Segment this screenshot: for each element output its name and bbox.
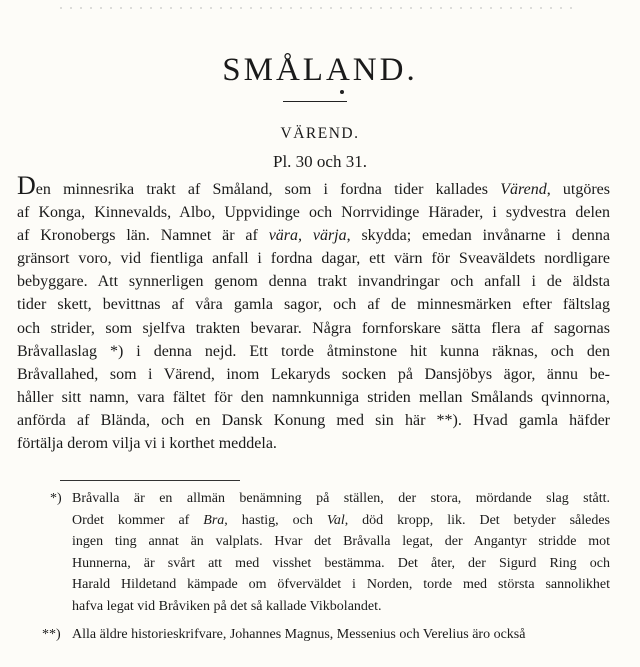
footnote-line: Ordet kommer af Bra, hastig, och Val, död kropp, lik. Det betyder således bbox=[72, 512, 611, 528]
text-line: förtälja derom vilja vi i korthet meddela. bbox=[17, 435, 277, 453]
text-line: af Kronobergs län. Namnet är af vära, värja, skydda; emedan invånarne i denna bbox=[17, 227, 611, 245]
drop-cap: D bbox=[17, 171, 36, 200]
text-line: gränsort voro, vid fientliga anfall i fordna dagar, ett värn för Sveaväldets nordligare bbox=[17, 250, 610, 268]
text-line: anförda af Blända, och en Dansk Konung med sin här **). Hvad gamla häfder bbox=[17, 411, 610, 429]
footnote-line: Bråvalla är en allmän benämning på ställen, der stora, mördande slag stått. bbox=[72, 491, 610, 506]
footnote-2 bbox=[42, 624, 610, 646]
footnote-1 bbox=[50, 488, 611, 618]
footnote-marker: **) bbox=[42, 626, 61, 642]
header-dots bbox=[56, 4, 576, 12]
text-line: Bråvallahed, som i Värend, inom Lekaryds socken på Dansjöbys ägor, ännu be- bbox=[17, 365, 610, 383]
plate-reference: Pl. 30 och 31. bbox=[273, 152, 367, 171]
text-line: tider skett, bevittnas af våra gamla sagor, och af de minnesmärken efter fältslag bbox=[17, 296, 610, 314]
page-title: SMÅLAND. bbox=[222, 52, 418, 88]
text-line: bebyggare. Att synnerligen genom denna trakt invandringar och anfall i de äldsta bbox=[17, 273, 610, 291]
section-subtitle: VÄREND. bbox=[280, 125, 360, 142]
footnote-line: hafva legat vid Bråviken på det så kallade Vikbolandet. bbox=[72, 598, 382, 614]
footnote-line: Hunnerna, är svårt att med visshet bestämma. Det åter, der Sigurd Ring och bbox=[72, 555, 610, 571]
text-line: Den minnesrika trakt af Småland, som i fordna tider kallades Värend, utgöres bbox=[17, 171, 610, 200]
title-rule bbox=[283, 101, 347, 102]
text-line: och strider, som sjelfva trakten bevarar. Några fornforskare sätta flera af sagornas bbox=[17, 319, 610, 337]
body-paragraph bbox=[17, 171, 611, 455]
footnote-line: Harald Hildetand kämpade om öfverväldet i Norden, torde med största sannolikhet bbox=[72, 577, 610, 593]
text-line: af Konga, Kinnevalds, Albo, Uppvidinge och Norrvidinge Härader, i sydvestra delen bbox=[17, 204, 610, 222]
footnote-divider bbox=[60, 480, 240, 481]
footnote-line: ingen ting annat än valplats. Hvar det Bråvalla legat, der Angantyr stridde mot bbox=[72, 534, 610, 550]
footnotes bbox=[0, 488, 640, 645]
text-line: håller sitt namn, vara fältet för den namnkunniga striden mellan Smålands qvinnorna, bbox=[17, 388, 610, 406]
footnote-line: Alla äldre historieskrifvare, Johannes Magnus, Messenius och Verelius äro också bbox=[72, 626, 526, 642]
text-line: Bråvallaslag *) i denna nejd. Ett torde åtminstone hit kunna räknas, och den bbox=[17, 342, 610, 360]
footnote-marker: *) bbox=[50, 491, 62, 506]
title-rule-dot bbox=[340, 90, 344, 94]
